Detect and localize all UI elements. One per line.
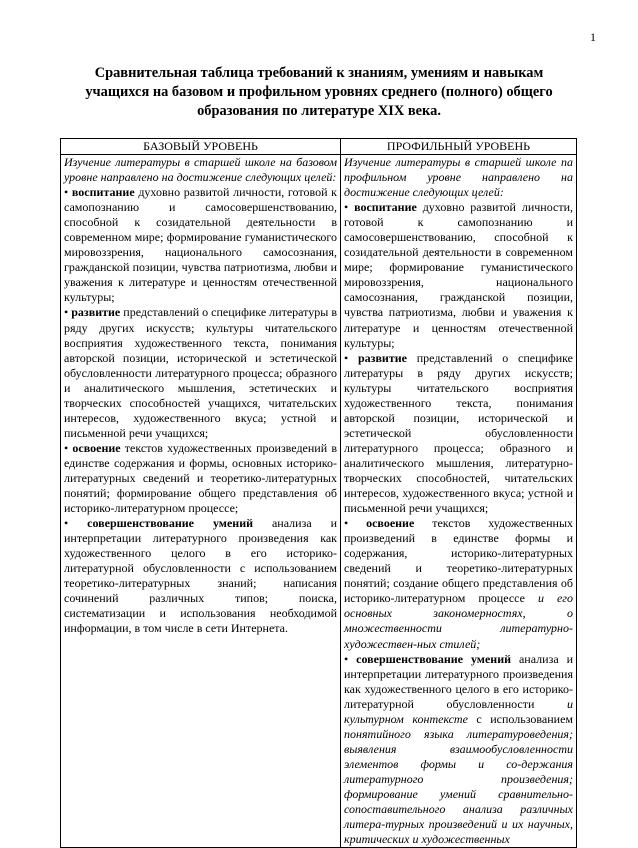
profile-italic-yazyk: понятийного языка литературоведения; выявления взаимообусловленности элементов формы и со-держания литературного произведения; формирование умений сравнительно-сопоставительного анализа различных литера-турных произведений и их научных, критических и художественных — [344, 726, 573, 847]
basic-level-cell — [61, 155, 341, 848]
table-content-row — [61, 155, 577, 848]
basic-intro: Изучение литературы в старшей школе на базовом уровне направлено на достижение следующих целей: — [64, 155, 337, 185]
profile-term-razvitie: развитие — [357, 350, 407, 365]
bullet: • — [344, 200, 349, 215]
profile-text-razvitie: представлений о специфике литературы в ряду других искусств; культуры читательского восприятия художественного текста, понимания авторской позиции, исторической и эстетической обусловленности литературного процесса; образного и аналитического мышления, литературно-творческих способностей, читательских интересов, художественного вкуса; устной и письменной речи учащихся; — [344, 350, 574, 516]
comparison-table — [60, 138, 577, 848]
basic-text-razvitie: представлений о специфике литературы в ряду других искусств; культуры читательского восприятия художественного текста, понимания авторской позиции, исторической и эстетической обусловленности литературного процесса; образного и аналитического мышления, эстетических и творческих способностей учащихся, читательских интересов, художественного вкуса; устной и письменной речи учащихся; — [64, 305, 338, 440]
profile-level-cell — [341, 155, 577, 848]
basic-term-vospitanie: воспитание — [71, 185, 135, 200]
profile-term-sovershenstvovanie: совершенствование умений — [356, 651, 512, 666]
table-header-row — [61, 139, 577, 155]
page-number: 1 — [590, 30, 596, 44]
profile-text-vospitanie: духовно развитой личности, готовой к самопознанию и самосовершенствованию, способной к созидательной деятельности в современном мире; формирование гуманистического мировоззрения, национального самосознания, гражданской позиции, чувства патриотизма, любви и уважения к литературе и ценностям отечественной культуры; — [344, 200, 574, 350]
basic-text-osvoenie: текстов художественных произведений в единстве содержания и формы, основных историко-литературных сведений и теоретико-литературных понятий; формирование общего представления об историко-литературном процессе; — [64, 440, 337, 516]
bullet: • — [64, 185, 69, 200]
basic-term-osvoenie: освоение — [72, 440, 121, 455]
bullet: • — [64, 305, 69, 320]
profile-term-vospitanie: воспитание — [354, 200, 417, 215]
profile-intro: Изучение литературы в старшей школе па профильном уровне направлено на достижение следующих целей: — [344, 155, 573, 200]
basic-term-sovershenstvovanie: совершенствование умений — [87, 516, 254, 531]
profile-term-osvoenie: освоение — [366, 516, 415, 531]
bullet: • — [64, 516, 69, 531]
bullet: • — [64, 440, 69, 455]
header-profile-level: ПРОФИЛЬНЫЙ УРОВЕНЬ — [341, 139, 577, 155]
basic-text-vospitanie: духовно развитой личности, готовой к самопознанию и самосовершенствованию, способной к созидательной деятельности в современном мире; формирование гуманистического мировоззрения, национального самосознания, гражданской позиции, чувства патриотизма, любви и уважения к литературе и ценностям отечественной культуры; — [64, 185, 338, 305]
bullet: • — [344, 651, 349, 666]
basic-term-razvitie: развитие — [71, 305, 121, 320]
profile-text-osvoenie: текстов художественных произведений в единстве формы и содержания, историко-литературных сведений и теоретико-литературных понятий; создание общего представления об историко-литературном процессе — [344, 516, 574, 606]
profile-text-sovershenstvovanie: анализа и интерпретации литературного произведения как художественного целого в его историко-литературной обусловленности — [344, 651, 574, 711]
basic-text-sovershenstvovanie: анализа и интерпретации литературного произведения как художественного целого в его историко-литературной обусловленности с использованием теоретико-литературных знаний; написания сочинений различных типов; поиска, систематизации и использования необходимой информации, в том числе в сети Интернета. — [64, 516, 338, 636]
profile-italic-kontekst: и культурном контексте — [344, 696, 573, 726]
profile-italic-osvoenie: и его основных закономерностях, о множественности литературно-художествен-ных стилей; — [344, 591, 573, 651]
header-basic-level: БАЗОВЫЙ УРОВЕНЬ — [61, 139, 341, 155]
profile-level-text — [344, 155, 573, 847]
profile-text-ispolzovanie: с использованием — [476, 711, 573, 726]
bullet: • — [344, 350, 349, 365]
document-title: Сравнительная таблица требований к знаниям, умениям и навыкам учащихся на базовом и профильном уровнях среднего (полного) общего образования по литературе XIX века. — [85, 65, 553, 119]
bullet: • — [344, 516, 349, 531]
basic-level-text — [64, 155, 337, 637]
